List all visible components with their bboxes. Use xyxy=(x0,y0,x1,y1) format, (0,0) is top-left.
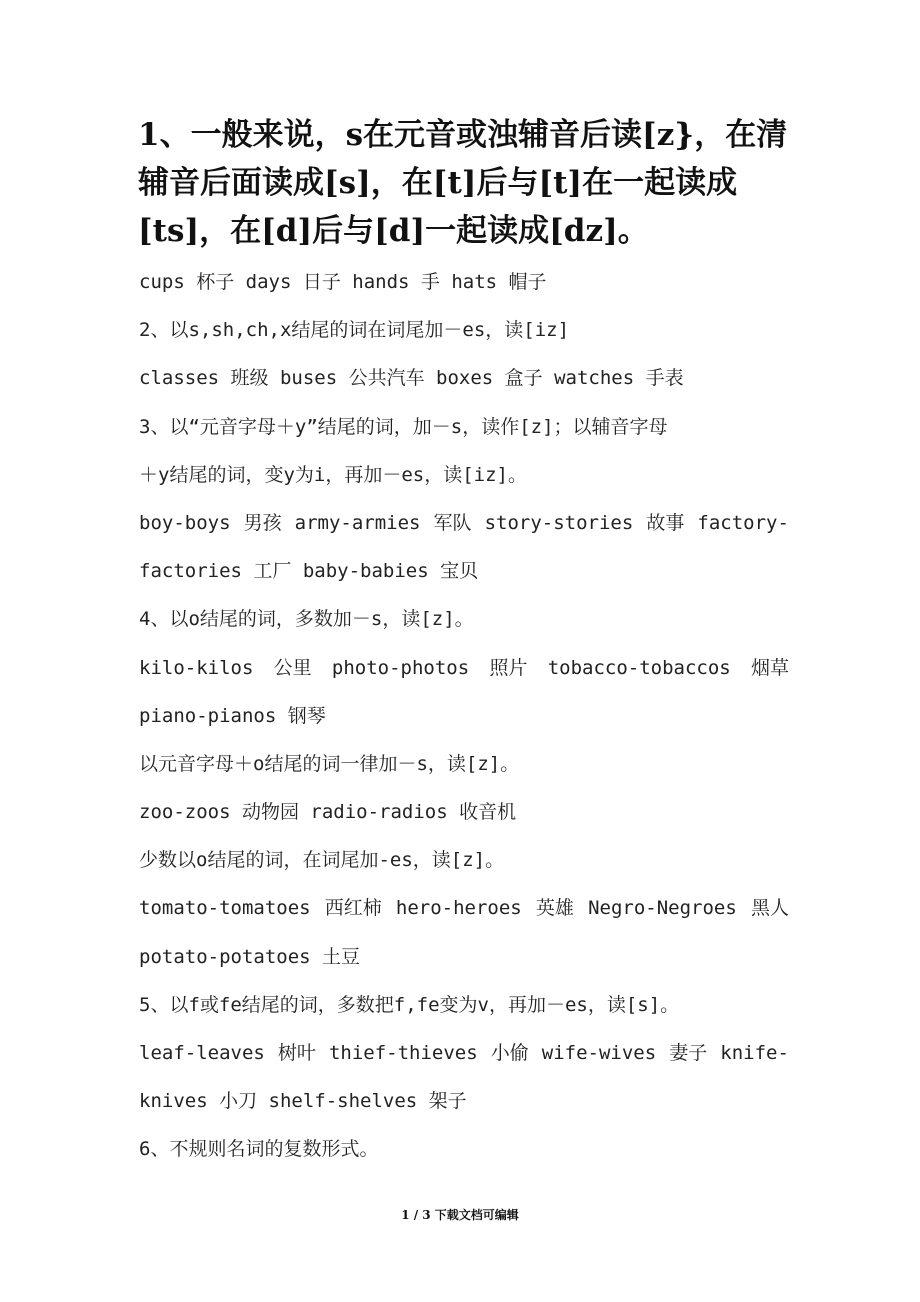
word: 男孩 xyxy=(243,511,282,534)
rule-line: 少数以o结尾的词，在词尾加-es，读[z]。 xyxy=(139,849,505,872)
example-words-line xyxy=(139,884,789,932)
example-words-line xyxy=(139,644,789,692)
example-words-line: potato-potatoes 土豆 xyxy=(139,945,361,968)
word: 公里 xyxy=(273,656,312,679)
word: leaf-leaves xyxy=(139,1042,265,1064)
word: story-stories xyxy=(484,511,634,534)
rule-line: 3、以“元音字母＋y”结尾的词，加－s，读作[z]；以辅音字母 xyxy=(139,415,668,438)
word: 黑人 xyxy=(750,897,789,920)
word: knife- xyxy=(720,1042,789,1064)
rule-line: 2、以s,sh,ch,x结尾的词在词尾加－es，读[iz] xyxy=(139,319,570,342)
word: wife-wives xyxy=(541,1042,657,1064)
example-words-line: piano-pianos 钢琴 xyxy=(139,704,326,727)
word: photo-photos xyxy=(331,656,470,679)
word: factory- xyxy=(697,511,789,534)
word: 小偷 xyxy=(490,1042,529,1064)
word: kilo-kilos xyxy=(139,656,254,679)
rule-line: 以元音字母＋o结尾的词一律加－s，读[z]。 xyxy=(139,752,520,775)
word: tobacco-tobaccos xyxy=(547,656,731,679)
word: tomato-tomatoes xyxy=(139,897,311,920)
word: 妻子 xyxy=(669,1042,708,1064)
word: hero-heroes xyxy=(395,897,522,920)
example-words-line xyxy=(139,1029,789,1077)
word: army-armies xyxy=(294,511,421,534)
word: 照片 xyxy=(489,656,528,679)
word: 烟草 xyxy=(750,656,789,679)
example-words-line: classes 班级 buses 公共汽车 boxes 盒子 watches 手表 xyxy=(139,367,684,390)
word: thief-thieves xyxy=(328,1042,478,1064)
example-words-line: zoo-zoos 动物园 radio-radios 收音机 xyxy=(139,801,517,824)
word: 西红柿 xyxy=(324,897,382,920)
rule-line: ＋y结尾的词，变y为i，再加－es，读[iz]。 xyxy=(139,463,527,486)
section-heading: 1、一般来说，s在元音或浊辅音后读[z}，在清辅音后面读成[s]，在[t]后与[t]在一起读成[ts]，在[d]后与[d]一起读成[dz]。 xyxy=(138,117,788,249)
body-text xyxy=(139,258,789,1174)
rule-line: 4、以o结尾的词，多数加－s，读[z]。 xyxy=(139,608,474,631)
word: 英雄 xyxy=(535,897,574,920)
page-footer: 1 / 3 下载文档可编辑 xyxy=(401,1208,519,1222)
word: 树叶 xyxy=(277,1042,316,1064)
word: boy-boys xyxy=(139,511,231,534)
example-words-line: factories 工厂 baby-babies 宝贝 xyxy=(139,560,479,583)
example-words-line: cups 杯子 days 日子 hands 手 hats 帽子 xyxy=(139,271,547,293)
example-words-line: knives 小刀 shelf-shelves 架子 xyxy=(139,1090,467,1113)
word: 故事 xyxy=(646,511,685,534)
word: Negro-Negroes xyxy=(588,897,737,920)
rule-line: 5、以f或fe结尾的词，多数把f,fe变为v，再加－es，读[s]。 xyxy=(139,993,680,1016)
word: 军队 xyxy=(433,511,472,534)
example-words-line xyxy=(139,499,789,547)
rule-line: 6、不规则名词的复数形式。 xyxy=(139,1138,379,1161)
